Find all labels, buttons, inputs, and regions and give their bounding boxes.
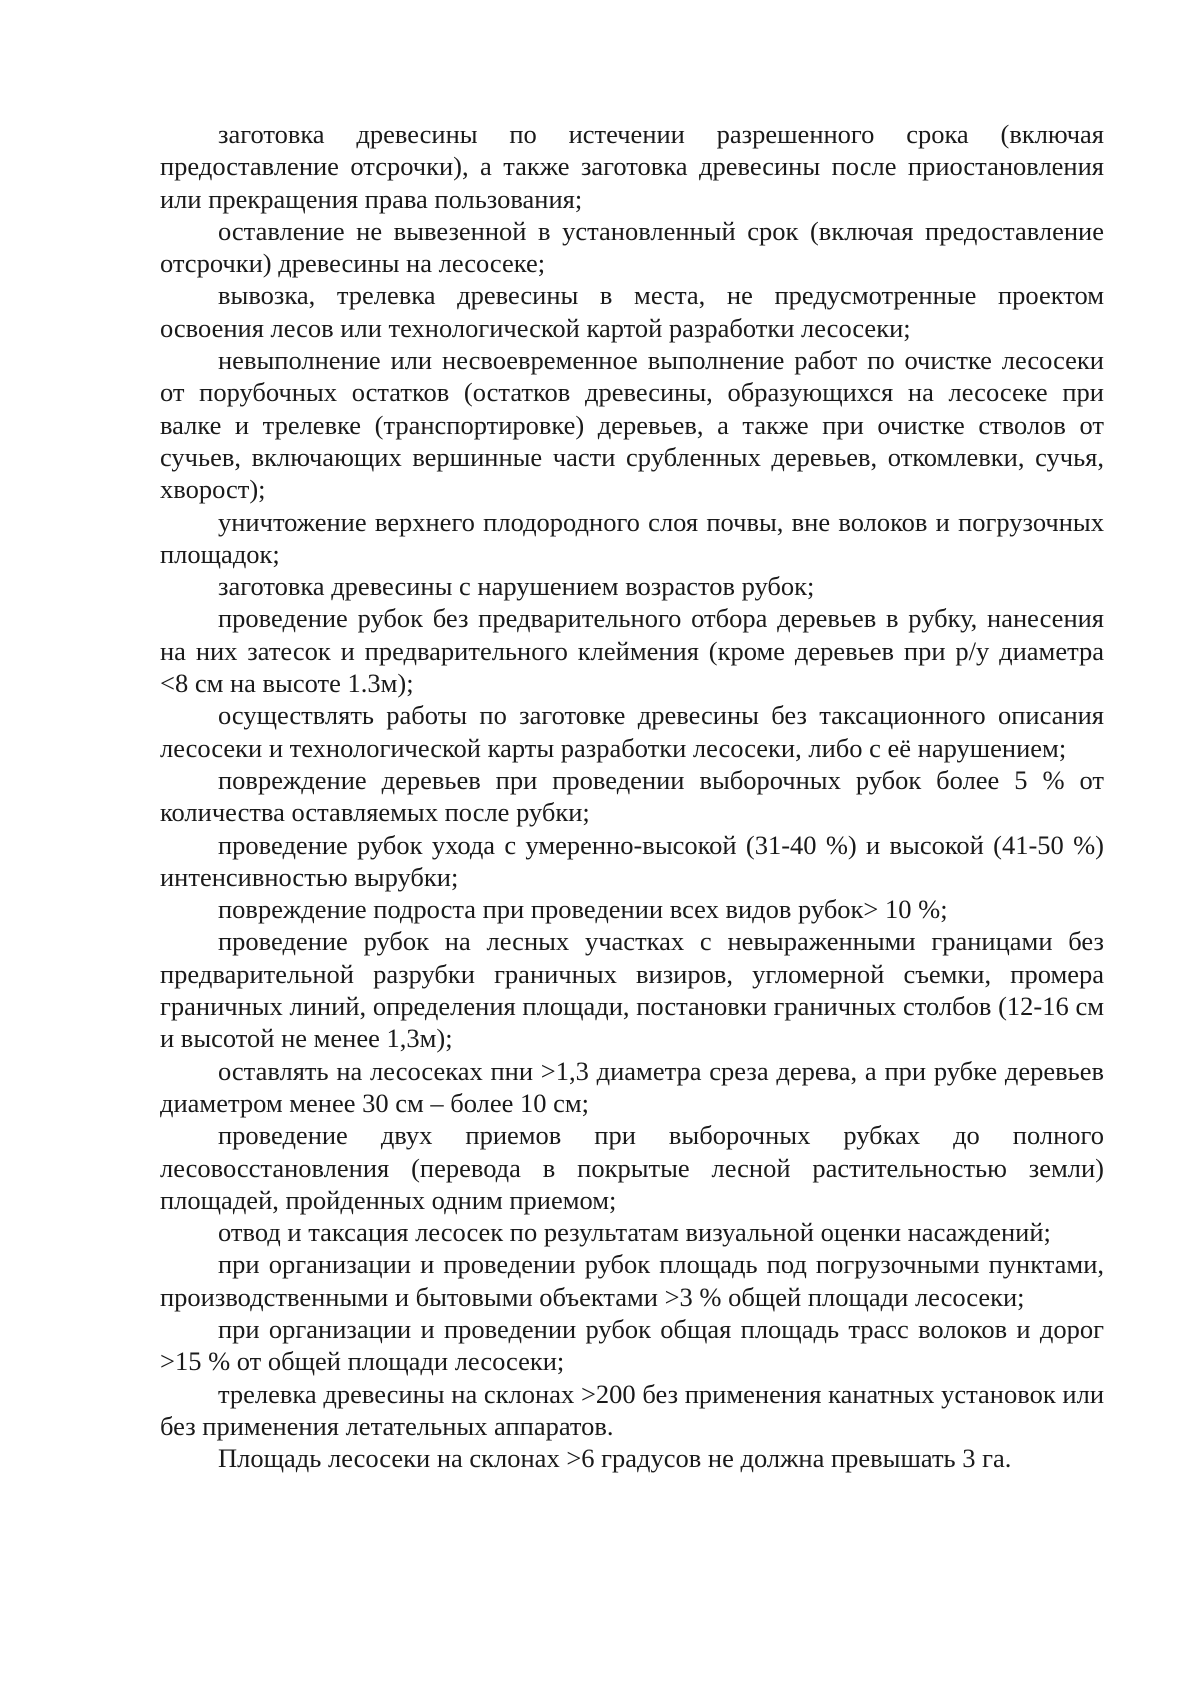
paragraph: проведение рубок без предварительного отбора деревьев в рубку, нанесения на них затесок и предварительного клеймения (кроме деревьев при р/у диаметра <8 см на высоте 1.3м); <box>160 603 1104 699</box>
paragraph: заготовка древесины с нарушением возрастов рубок; <box>218 571 815 602</box>
paragraph: оставление не вывезенной в установленный срок (включая предоставление отсрочки) древесины на лесосеке; <box>160 215 1104 279</box>
paragraph: оставлять на лесосеках пни >1,3 диаметра среза дерева, а при рубке деревьев диаметром менее 30 см – более 10 см; <box>160 1055 1104 1118</box>
paragraph: при организации и проведении рубок площадь под погрузочными пунктами, производственными и бытовыми объектами >3 % общей площади лесосеки; <box>160 1249 1104 1312</box>
paragraph: невыполнение или несвоевременное выполнение работ по очистке лесосеки от порубочных остатков (остатков древесины, образующихся на лесосеке при валке и трелевке (транспортировке) деревьев, а также при очистке стволов от сучьев, включающих вершинные части срубленных деревьев, откомлевки, сучья, хворост); <box>160 345 1104 505</box>
paragraph: повреждение деревьев при проведении выборочных рубок более 5 % от количества оставляемых после рубки; <box>160 764 1104 828</box>
paragraph: осуществлять работы по заготовке древесины без таксационного описания лесосеки и технологической карты разработки лесосеки, либо с её нарушением; <box>160 700 1104 763</box>
paragraph: заготовка древесины по истечении разрешенного срока (включая предоставление отсрочки), а также заготовка древесины после приостановления или прекращения права пользования; <box>160 119 1104 214</box>
paragraph: проведение рубок на лесных участках с невыраженными границами без предварительной разрубки граничных визиров, угломерной съемки, промера граничных линий, определения площади, постановки граничных столбов (12-16 см и высотой не менее 1,3м); <box>160 926 1104 1054</box>
paragraph: проведение двух приемов при выборочных рубках до полного лесовосстановления (перевода в покрытые лесной растительностью земли) площадей, пройденных одним приемом; <box>160 1120 1104 1215</box>
paragraph: трелевка древесины на склонах >200 без применения канатных установок или без применения летательных аппаратов. <box>160 1378 1104 1441</box>
paragraph: отвод и таксация лесосек по результатам визуальной оценки насаждений; <box>218 1217 1051 1248</box>
paragraph: при организации и проведении рубок общая площадь трасс волоков и дорог >15 % от общей площади лесосеки; <box>160 1313 1104 1377</box>
document-page <box>160 118 1104 1474</box>
paragraph: проведение рубок ухода с умеренно-высокой (31-40 %) и высокой (41-50 %) интенсивностью вырубки; <box>160 829 1104 892</box>
paragraph: Площадь лесосеки на склонах >6 градусов не должна превышать 3 га. <box>218 1443 1012 1474</box>
paragraph: уничтожение верхнего плодородного слоя почвы, вне волоков и погрузочных площадок; <box>160 506 1104 569</box>
paragraph: повреждение подроста при проведении всех видов рубок> 10 %; <box>218 894 948 925</box>
paragraph: вывозка, трелевка древесины в места, не предусмотренные проектом освоения лесов или технологической картой разработки лесосеки; <box>160 280 1104 343</box>
